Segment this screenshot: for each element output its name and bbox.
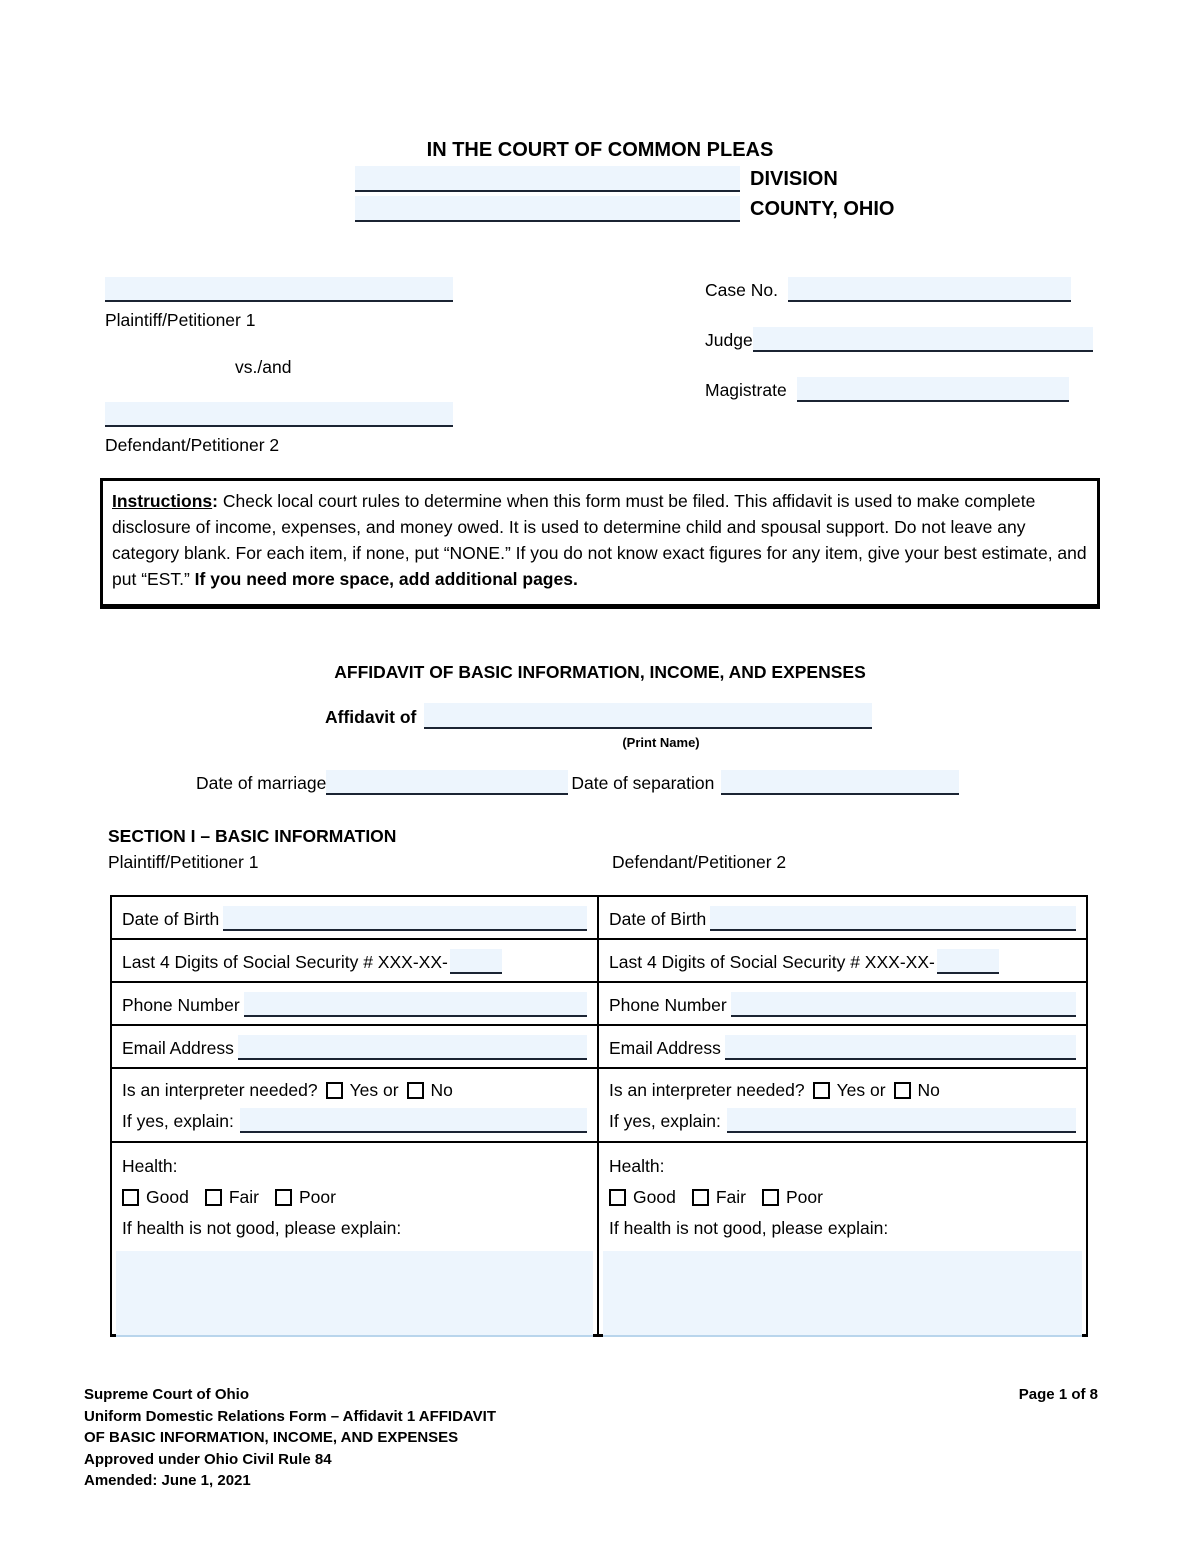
- separation-date-input[interactable]: [721, 770, 959, 795]
- p1-interpreter-explain-line: [122, 1108, 587, 1133]
- defendant-name-input[interactable]: [105, 402, 453, 427]
- d2-health-checks: [609, 1181, 1076, 1213]
- table-row-ssn: [112, 938, 1086, 981]
- magistrate-input[interactable]: [797, 377, 1069, 402]
- vs-and-label: vs./and: [235, 357, 292, 377]
- p1-health-cell: [112, 1143, 599, 1334]
- division-input[interactable]: [355, 166, 740, 192]
- d2-phone-input[interactable]: [731, 992, 1076, 1017]
- d2-email-cell: [599, 1026, 1086, 1067]
- d2-ssn-cell: [599, 940, 1086, 981]
- d2-interpreter-no-label: No: [917, 1080, 940, 1100]
- footer-line-form: Uniform Domestic Relations Form – Affidavit 1 AFFIDAVIT: [84, 1407, 496, 1425]
- d2-phone-label: Phone Number: [609, 995, 727, 1015]
- instructions-body: Check local court rules to determine when this form must be filed. This affidavit is used to make complete disclosure of income, expenses, and money owed. It is used to determine child and spousal support. Do not leave any category blank. For each item, if none, put “NONE.” If you do not know exact figures for any item, give your best estimate, and put “EST.”: [112, 491, 1087, 589]
- p1-interpreter-yes-checkbox[interactable]: [326, 1082, 343, 1099]
- d2-dob-input[interactable]: [710, 906, 1076, 931]
- p1-phone-label: Phone Number: [122, 995, 240, 1015]
- p1-email-cell: [112, 1026, 599, 1067]
- d2-if-yes-label: If yes, explain:: [609, 1111, 721, 1131]
- defendant-column-header: Defendant/Petitioner 2: [612, 852, 787, 872]
- p1-health-explain-textarea[interactable]: [116, 1251, 593, 1337]
- p1-phone-input[interactable]: [244, 992, 587, 1017]
- p1-health-poor-checkbox[interactable]: [275, 1189, 292, 1206]
- case-no-label: Case No.: [705, 280, 778, 300]
- affidavit-title: AFFIDAVIT OF BASIC INFORMATION, INCOME, AND EXPENSES: [334, 662, 866, 682]
- affiant-line: [325, 703, 872, 729]
- dates-line: [196, 770, 959, 795]
- d2-health-poor-checkbox[interactable]: [762, 1189, 779, 1206]
- table-row-dob: [112, 897, 1086, 938]
- table-row-email: [112, 1024, 1086, 1067]
- p1-health-good-label: Good: [146, 1187, 189, 1207]
- defendant-label: Defendant/Petitioner 2: [105, 435, 280, 455]
- instructions-bold-tail: If you need more space, add additional pages.: [194, 569, 578, 589]
- d2-health-good-checkbox[interactable]: [609, 1189, 626, 1206]
- d2-interpreter-explain-line: [609, 1108, 1076, 1133]
- section1-heading: SECTION I – BASIC INFORMATION: [108, 826, 397, 846]
- p1-interpreter-explain-input[interactable]: [240, 1108, 587, 1133]
- p1-interpreter-question-line: [122, 1078, 587, 1102]
- court-header: [0, 138, 1200, 222]
- d2-health-label: Health:: [609, 1156, 665, 1176]
- party-caption: [105, 277, 457, 456]
- footer-line-form2: OF BASIC INFORMATION, INCOME, AND EXPENSES: [84, 1429, 459, 1446]
- marriage-date-label: Date of marriage: [196, 773, 327, 793]
- division-line: [355, 166, 1200, 192]
- d2-interpreter-yes-checkbox[interactable]: [813, 1082, 830, 1099]
- d2-health-good-label: Good: [633, 1187, 676, 1207]
- p1-dob-input[interactable]: [223, 906, 587, 931]
- footer-line-court: Supreme Court of Ohio: [84, 1386, 249, 1403]
- division-label: DIVISION: [750, 168, 838, 190]
- magistrate-row: [705, 377, 1105, 402]
- county-label: COUNTY, OHIO: [750, 198, 895, 220]
- p1-interpreter-yes-label: Yes or: [349, 1080, 399, 1100]
- p1-if-yes-label: If yes, explain:: [122, 1111, 234, 1131]
- county-input[interactable]: [355, 196, 740, 222]
- p1-health-poor-label: Poor: [298, 1187, 336, 1207]
- instructions-heading: Instructions: [112, 491, 213, 511]
- plaintiff-column-header: Plaintiff/Petitioner 1: [108, 852, 259, 872]
- p1-health-checks: [122, 1181, 587, 1213]
- d2-dob-cell: [599, 897, 1086, 938]
- d2-ssn-label: Last 4 Digits of Social Security # XXX-XX-: [609, 952, 935, 972]
- d2-ssn-last4-input[interactable]: [937, 949, 999, 974]
- separation-date-label: Date of separation: [571, 773, 715, 793]
- case-no-row: [705, 277, 1105, 302]
- p1-health-explain-label: If health is not good, please explain:: [122, 1218, 402, 1238]
- footer-line-amended: Amended: June 1, 2021: [84, 1472, 251, 1489]
- court-title: IN THE COURT OF COMMON PLEAS: [426, 139, 774, 161]
- d2-interpreter-question: Is an interpreter needed?: [609, 1080, 805, 1100]
- d2-health-fair-checkbox[interactable]: [692, 1189, 709, 1206]
- p1-email-label: Email Address: [122, 1038, 234, 1058]
- d2-health-fair-label: Fair: [715, 1187, 746, 1207]
- d2-health-explain-label: If health is not good, please explain:: [609, 1218, 889, 1238]
- judge-label: Judge: [705, 330, 753, 350]
- plaintiff-name-input[interactable]: [105, 277, 453, 302]
- page-number: Page 1 of 8: [1018, 1386, 1098, 1403]
- print-name-label: (Print Name): [622, 735, 700, 750]
- instructions-box: [100, 478, 1100, 609]
- d2-email-label: Email Address: [609, 1038, 721, 1058]
- affiant-name-input[interactable]: [424, 703, 872, 729]
- d2-health-cell: [599, 1143, 1086, 1334]
- d2-health-poor-label: Poor: [785, 1187, 823, 1207]
- p1-interpreter-no-checkbox[interactable]: [407, 1082, 424, 1099]
- judge-row: [705, 327, 1105, 352]
- p1-health-fair-label: Fair: [228, 1187, 259, 1207]
- p1-interpreter-question: Is an interpreter needed?: [122, 1080, 318, 1100]
- p1-ssn-label: Last 4 Digits of Social Security # XXX-XX-: [122, 952, 448, 972]
- d2-health-explain-textarea[interactable]: [603, 1251, 1082, 1337]
- p1-interpreter-no-label: No: [430, 1080, 453, 1100]
- page-footer: [84, 1384, 1098, 1492]
- p1-ssn-last4-input[interactable]: [450, 949, 502, 974]
- table-row-health: [112, 1141, 1086, 1334]
- d2-phone-cell: [599, 983, 1086, 1024]
- basic-info-table: [110, 895, 1088, 1337]
- case-info: [705, 277, 1105, 427]
- d2-interpreter-question-line: [609, 1078, 1076, 1102]
- d2-dob-label: Date of Birth: [609, 909, 707, 929]
- d2-email-input[interactable]: [725, 1035, 1076, 1060]
- p1-email-input[interactable]: [238, 1035, 587, 1060]
- d2-interpreter-yes-label: Yes or: [836, 1080, 886, 1100]
- judge-input[interactable]: [753, 327, 1093, 352]
- p1-health-label: Health:: [122, 1156, 178, 1176]
- case-no-input[interactable]: [788, 277, 1071, 302]
- p1-phone-cell: [112, 983, 599, 1024]
- d2-interpreter-explain-input[interactable]: [727, 1108, 1076, 1133]
- affidavit-of-label: Affidavit of: [325, 707, 417, 727]
- instructions-colon: :: [212, 491, 218, 511]
- county-line: [355, 196, 1200, 222]
- p1-interpreter-cell: [112, 1069, 599, 1141]
- marriage-date-input[interactable]: [326, 770, 568, 795]
- plaintiff-label: Plaintiff/Petitioner 1: [105, 310, 256, 330]
- p1-health-good-checkbox[interactable]: [122, 1189, 139, 1206]
- footer-line-rule: Approved under Ohio Civil Rule 84: [84, 1450, 332, 1468]
- table-row-interpreter: [112, 1067, 1086, 1141]
- section1-column-headers: [108, 852, 1088, 873]
- p1-ssn-cell: [112, 940, 599, 981]
- d2-interpreter-cell: [599, 1069, 1086, 1141]
- p1-dob-cell: [112, 897, 599, 938]
- table-row-phone: [112, 981, 1086, 1024]
- magistrate-label: Magistrate: [705, 380, 787, 400]
- d2-interpreter-no-checkbox[interactable]: [894, 1082, 911, 1099]
- p1-dob-label: Date of Birth: [122, 909, 220, 929]
- p1-health-fair-checkbox[interactable]: [205, 1189, 222, 1206]
